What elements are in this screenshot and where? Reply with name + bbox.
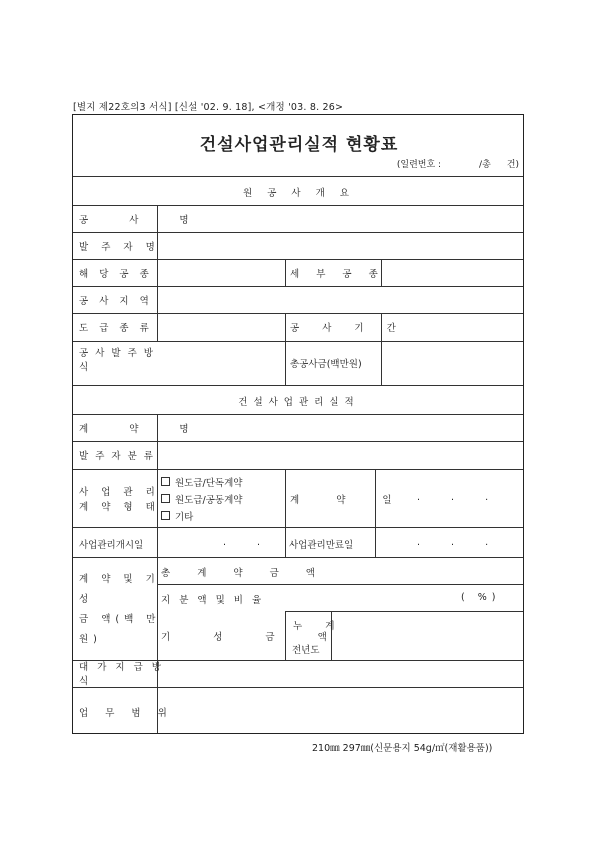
checkbox-icon[interactable] — [161, 511, 170, 520]
option-other-label: 기타 — [175, 512, 194, 523]
form-header-note: [별지 제22호의3 서식] [신설 '02. 9. 18], <개정 '03. 8. 26> — [73, 102, 344, 113]
label-period: 공 사 기 간 — [290, 323, 406, 334]
section-cm-performance: 건설사업관리실적 — [238, 397, 360, 408]
serial-prefix: (일련번호 : — [396, 160, 442, 170]
cm-end-value: . . . — [417, 537, 503, 548]
label-scope: 업 무 범 위 — [79, 708, 174, 719]
label-amount-line3: 금 액(백 만 — [79, 614, 161, 625]
label-contract-name: 계 약 명 — [79, 424, 208, 435]
label-payment-line1: 대 가 지 급 방 — [79, 662, 164, 673]
label-cm-start: 사업관리개시일 — [79, 540, 144, 551]
option-original-single[interactable] — [161, 475, 242, 489]
serial-number — [397, 157, 519, 170]
option-original-joint[interactable] — [161, 492, 242, 506]
cm-start-value: . . . — [223, 537, 309, 548]
label-share-amount: 지 분 액 및 비 율 — [161, 595, 265, 606]
label-previous-year: 전년도 — [292, 645, 320, 656]
label-cm-end: 사업관리만료일 — [289, 540, 354, 551]
label-progress-amount: 기 성 금 액 — [161, 632, 347, 643]
share-percent: ( %) — [461, 592, 501, 603]
label-payment-line2: 식 — [79, 676, 92, 687]
label-cm-contract-form — [79, 485, 160, 515]
label-contract-progress-amount — [79, 570, 160, 650]
label-cm-form-line1: 사 업 관 리 — [79, 487, 160, 498]
checkbox-icon[interactable] — [161, 494, 170, 503]
checkbox-icon[interactable] — [161, 477, 170, 486]
label-cm-form-line2: 계 약 형 태 — [79, 502, 160, 513]
label-amount-line4: 원) — [79, 634, 102, 645]
section-original-project: 원 공 사 개 요 — [243, 188, 355, 199]
label-client-class: 발 주 자 분 류 — [79, 451, 155, 462]
label-project-name: 공 사 명 — [79, 215, 208, 226]
option-other[interactable] — [161, 509, 193, 523]
label-client: 발 주 자 명 — [79, 242, 160, 253]
label-amount-line1: 계 약 및 기 — [79, 574, 160, 585]
label-payment-method — [79, 661, 164, 687]
label-cumulative: 누 계 — [293, 621, 345, 632]
cm-performance-form — [72, 114, 524, 734]
option-original-joint-label: 원도급/공동계약 — [175, 495, 243, 506]
label-region: 공 사 지 역 — [79, 296, 153, 307]
option-original-single-label: 원도급/단독계약 — [175, 478, 243, 489]
label-order-method — [79, 347, 155, 375]
paper-spec-footer: 210㎜ 297㎜(신문용지 54g/㎡(재활용품)) — [312, 743, 493, 754]
label-total-cost: 총공사금(백만원) — [290, 359, 362, 370]
label-work-type: 해 당 공 종 — [79, 269, 153, 280]
serial-suffix: 건) — [506, 160, 519, 170]
label-total-contract-amount: 총 계 약 금 액 — [161, 568, 327, 579]
page-title: 건설사업관리실적 현황표 — [199, 135, 399, 155]
label-contract-type: 도 급 종 류 — [79, 323, 153, 334]
label-order-method-line2: 식 — [79, 362, 91, 373]
label-contract-date: 계 약 일 — [290, 495, 409, 506]
label-sub-type: 세 부 공 종 — [290, 269, 385, 280]
label-order-method-line1: 공 사 발 주 방 — [79, 348, 155, 359]
label-amount-line2: 성 — [79, 594, 94, 605]
contract-date-value: . . . — [417, 492, 503, 503]
serial-mid: /총 — [479, 160, 491, 170]
